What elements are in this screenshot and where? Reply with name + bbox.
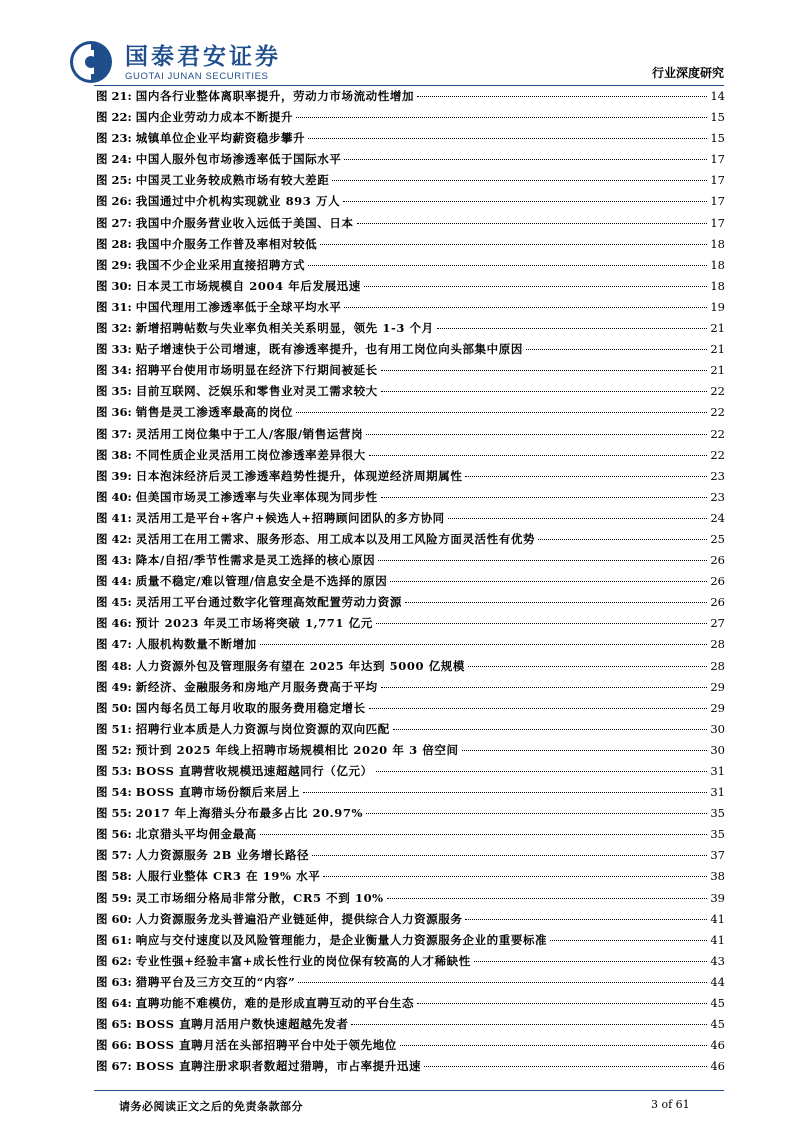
toc-figure-title: 招聘平台使用市场明显在经济下行期间被延长 xyxy=(135,363,378,378)
toc-figure-title: 灵工市场细分格局非常分散，CR5 不到 10% xyxy=(135,890,384,905)
toc-page-number: 23 xyxy=(710,468,725,483)
toc-page-number: 22 xyxy=(710,384,725,399)
page-header xyxy=(0,0,793,92)
toc-page-number: 17 xyxy=(710,194,725,209)
toc-page-number: 30 xyxy=(710,742,725,757)
toc-page-number: 41 xyxy=(710,932,725,947)
footer-disclaimer: 请务必阅读正文之后的免责条款部分 xyxy=(119,1100,303,1113)
toc-figure-title: BOSS 直聘月活在头部招聘平台中处于领先地位 xyxy=(135,1038,397,1053)
toc-figure-title: 灵活用工岗位集中于工人/客服/销售运营岗 xyxy=(135,426,364,441)
toc-entry[interactable] xyxy=(96,466,725,487)
toc-dot-leader xyxy=(344,159,707,160)
toc-entry[interactable] xyxy=(96,276,725,297)
toc-figure-title: 不同性质企业灵活用工岗位渗透率差异很大 xyxy=(135,447,366,462)
toc-figure-title: 灵活用工在用工需求、服务形态、用工成本以及用工风险方面灵活性有优势 xyxy=(135,531,536,546)
toc-figure-title: 新经济、金融服务和房地产月服务费高于平均 xyxy=(135,679,378,694)
toc-figure-label: 图 56: xyxy=(96,827,132,842)
toc-figure-label: 图 48: xyxy=(96,658,132,673)
toc-page-number: 29 xyxy=(710,679,725,694)
toc-figure-label: 图 42: xyxy=(96,531,132,546)
toc-entry[interactable] xyxy=(96,508,725,529)
toc-figure-title: 人服机构数量不断增加 xyxy=(135,637,257,652)
toc-dot-leader xyxy=(448,518,707,519)
toc-dot-leader xyxy=(260,644,707,645)
toc-page-number: 21 xyxy=(710,321,725,336)
toc-page-number: 24 xyxy=(710,510,725,525)
toc-page-number: 46 xyxy=(710,1038,725,1053)
toc-entry[interactable] xyxy=(96,993,725,1014)
toc-figure-title: 目前互联网、泛娱乐和零售业对灵工需求较大 xyxy=(135,384,378,399)
toc-entry[interactable] xyxy=(96,761,725,782)
toc-dot-leader xyxy=(465,476,707,477)
toc-entry[interactable] xyxy=(96,424,725,445)
toc-figure-title: 中国人服外包市场渗透率低于国际水平 xyxy=(135,152,342,167)
toc-figure-label: 图 43: xyxy=(96,553,132,568)
toc-entry[interactable] xyxy=(96,550,725,571)
toc-dot-leader xyxy=(381,391,707,392)
toc-figure-title: 中国灵工业务较成熟市场有较大差距 xyxy=(135,173,330,188)
toc-entry[interactable] xyxy=(96,86,725,107)
toc-figure-label: 图 41: xyxy=(96,510,132,525)
toc-figure-title: BOSS 直聘注册求职者数超过猎聘，市占率提升迅速 xyxy=(135,1059,422,1074)
toc-entry[interactable] xyxy=(96,149,725,170)
toc-figure-label: 图 49: xyxy=(96,679,132,694)
toc-figure-title: 人力资源服务 2B 业务增长路径 xyxy=(135,848,310,863)
toc-entry[interactable] xyxy=(96,381,725,402)
toc-figure-title: 预计到 2025 年线上招聘市场规模相比 2020 年 3 倍空间 xyxy=(135,742,459,757)
toc-entry[interactable] xyxy=(96,845,725,866)
toc-figure-label: 图 23: xyxy=(96,131,132,146)
toc-page-number: 37 xyxy=(710,848,725,863)
toc-entry[interactable] xyxy=(96,909,725,930)
toc-dot-leader xyxy=(332,180,707,181)
toc-entry[interactable] xyxy=(96,930,725,951)
report-type: 行业深度研究 xyxy=(651,66,724,80)
toc-figure-label: 图 64: xyxy=(96,996,132,1011)
toc-dot-leader xyxy=(405,602,707,603)
toc-figure-label: 图 47: xyxy=(96,637,132,652)
toc-figure-label: 图 31: xyxy=(96,299,132,314)
toc-figure-title: 我国中介服务营业收入远低于美国、日本 xyxy=(135,215,354,230)
figure-index-list xyxy=(96,86,725,1077)
toc-dot-leader xyxy=(417,96,707,97)
toc-entry[interactable] xyxy=(96,656,725,677)
toc-figure-title: BOSS 直聘营收规模迅速超越同行（亿元） xyxy=(135,764,373,778)
toc-figure-label: 图 52: xyxy=(96,742,132,757)
toc-figure-label: 图 53: xyxy=(96,764,132,778)
toc-page-number: 17 xyxy=(710,152,725,167)
guotai-junan-logo-icon xyxy=(69,40,113,84)
toc-dot-leader xyxy=(343,201,707,202)
toc-dot-leader xyxy=(538,539,707,540)
brand-name-en: GUOTAI JUNAN SECURITIES xyxy=(125,71,269,82)
toc-page-number: 27 xyxy=(710,616,725,631)
toc-page-number: 43 xyxy=(710,953,725,968)
toc-entry[interactable] xyxy=(96,213,725,234)
toc-figure-title: BOSS 直聘市场份额后来居上 xyxy=(135,785,301,800)
toc-page-number: 15 xyxy=(710,110,725,125)
toc-figure-title: 质量不稳定/难以管理/信息安全是不选择的原因 xyxy=(135,574,388,589)
toc-dot-leader xyxy=(381,497,707,498)
toc-figure-label: 图 30: xyxy=(96,278,132,293)
toc-figure-label: 图 54: xyxy=(96,785,132,800)
toc-page-number: 31 xyxy=(710,785,725,800)
toc-entry[interactable] xyxy=(96,592,725,613)
toc-page-number: 19 xyxy=(710,299,725,314)
toc-figure-title: 但美国市场灵工渗透率与失业率体现为同步性 xyxy=(135,489,378,504)
toc-entry[interactable] xyxy=(96,951,725,972)
toc-dot-leader xyxy=(364,286,707,287)
toc-figure-title: 国内每名员工每月收取的服务费用稳定增长 xyxy=(135,700,366,715)
toc-entry[interactable] xyxy=(96,360,725,381)
toc-figure-title: 人力资源服务龙头普遍沿产业链延伸，提供综合人力资源服务 xyxy=(135,911,463,926)
toc-entry[interactable] xyxy=(96,255,725,276)
toc-figure-label: 图 50: xyxy=(96,700,132,715)
toc-figure-title: 销售是灵工渗透率最高的岗位 xyxy=(135,405,294,420)
toc-figure-label: 图 28: xyxy=(96,236,132,251)
toc-dot-leader xyxy=(344,307,707,308)
toc-figure-label: 图 33: xyxy=(96,342,132,357)
toc-figure-title: 直聘功能不难模仿，难的是形成直聘互动的平台生态 xyxy=(135,996,415,1011)
toc-entry[interactable] xyxy=(96,170,725,191)
toc-figure-label: 图 45: xyxy=(96,595,132,610)
toc-figure-title: 日本泡沫经济后灵工渗透率趋势性提升，体现逆经济周期属性 xyxy=(135,468,463,483)
toc-figure-label: 图 29: xyxy=(96,257,132,272)
toc-entry[interactable] xyxy=(96,888,725,909)
toc-figure-label: 图 63: xyxy=(96,974,132,989)
toc-dot-leader xyxy=(462,750,707,751)
footer-divider xyxy=(94,1090,724,1091)
toc-figure-title: 城镇单位企业平均薪资稳步攀升 xyxy=(135,131,306,146)
toc-dot-leader xyxy=(417,1003,707,1004)
toc-figure-label: 图 65: xyxy=(96,1017,132,1032)
toc-page-number: 44 xyxy=(710,974,725,989)
toc-entry[interactable] xyxy=(96,487,725,508)
toc-figure-title: 灵活用工是平台+客户+候选人+招聘顾问团队的多方协同 xyxy=(135,510,445,525)
toc-entry[interactable] xyxy=(96,571,725,592)
brand xyxy=(125,44,281,82)
toc-page-number: 22 xyxy=(710,426,725,441)
toc-page-number: 26 xyxy=(710,595,725,610)
toc-page-number: 26 xyxy=(710,574,725,589)
toc-figure-title: 中国代理用工渗透率低于全球平均水平 xyxy=(135,299,342,314)
toc-dot-leader xyxy=(381,370,707,371)
page-indicator: 3 of 61 xyxy=(651,1098,690,1111)
toc-entry[interactable] xyxy=(96,719,725,740)
toc-page-number: 30 xyxy=(710,721,725,736)
toc-dot-leader xyxy=(366,813,707,814)
toc-entry[interactable] xyxy=(96,613,725,634)
toc-figure-label: 图 67: xyxy=(96,1059,132,1074)
toc-dot-leader xyxy=(376,771,707,772)
toc-figure-title: 贴子增速快于公司增速，既有渗透率提升，也有用工岗位向头部集中原因 xyxy=(135,342,523,357)
toc-page-number: 14 xyxy=(710,89,725,103)
toc-figure-title: 新增招聘帖数与失业率负相关关系明显，领先 1-3 个月 xyxy=(135,321,434,336)
toc-figure-title: 响应与交付速度以及风险管理能力，是企业衡量人力资源服务企业的重要标准 xyxy=(135,932,548,947)
toc-dot-leader xyxy=(424,1066,707,1067)
toc-dot-leader xyxy=(369,455,707,456)
toc-entry[interactable] xyxy=(96,824,725,845)
toc-figure-title: 我国通过中介机构实现就业 893 万人 xyxy=(135,194,341,209)
toc-page-number: 28 xyxy=(710,658,725,673)
toc-entry[interactable] xyxy=(96,234,725,255)
toc-figure-title: 国内企业劳动力成本不断提升 xyxy=(135,110,294,125)
brand-name-cn: 国泰君安证券 xyxy=(125,44,281,70)
toc-page-number: 39 xyxy=(710,890,725,905)
toc-figure-title: 我国中介服务工作普及率相对较低 xyxy=(135,236,318,251)
toc-figure-label: 图 34: xyxy=(96,363,132,378)
toc-figure-label: 图 44: xyxy=(96,574,132,589)
toc-page-number: 15 xyxy=(710,131,725,146)
toc-entry[interactable] xyxy=(96,1035,725,1056)
toc-page-number: 17 xyxy=(710,215,725,230)
toc-figure-label: 图 60: xyxy=(96,911,132,926)
toc-page-number: 41 xyxy=(710,911,725,926)
toc-dot-leader xyxy=(323,876,707,877)
toc-figure-label: 图 51: xyxy=(96,721,132,736)
toc-entry[interactable] xyxy=(96,972,725,993)
toc-page-number: 29 xyxy=(710,700,725,715)
toc-dot-leader xyxy=(320,244,707,245)
toc-figure-title: 专业性强+经验丰富+成长性行业的岗位保有较高的人才稀缺性 xyxy=(135,953,471,968)
toc-page-number: 21 xyxy=(710,342,725,357)
toc-figure-label: 图 32: xyxy=(96,321,132,336)
toc-entry[interactable] xyxy=(96,782,725,803)
toc-figure-title: BOSS 直聘月活用户数快速超越先发者 xyxy=(135,1017,349,1032)
toc-dot-leader xyxy=(550,940,707,941)
toc-figure-label: 图 36: xyxy=(96,405,132,420)
toc-page-number: 26 xyxy=(710,553,725,568)
toc-page-number: 45 xyxy=(710,996,725,1011)
toc-entry[interactable] xyxy=(96,191,725,212)
toc-figure-label: 图 57: xyxy=(96,848,132,863)
toc-figure-title: 人力资源外包及管理服务有望在 2025 年达到 5000 亿规模 xyxy=(135,658,465,673)
toc-entry[interactable] xyxy=(96,1056,725,1077)
toc-dot-leader xyxy=(296,412,707,413)
toc-figure-label: 图 62: xyxy=(96,953,132,968)
toc-page-number: 18 xyxy=(710,236,725,251)
toc-figure-label: 图 46: xyxy=(96,616,132,631)
toc-figure-label: 图 38: xyxy=(96,447,132,462)
toc-figure-title: 降本/自招/季节性需求是灵工选择的核心原因 xyxy=(135,553,376,568)
toc-dot-leader xyxy=(468,666,707,667)
toc-dot-leader xyxy=(474,961,707,962)
toc-dot-leader xyxy=(312,855,707,856)
toc-entry[interactable] xyxy=(96,445,725,466)
toc-page-number: 31 xyxy=(710,764,725,778)
toc-figure-title: 猎聘平台及三方交互的“内容” xyxy=(135,974,296,989)
toc-entry[interactable] xyxy=(96,128,725,149)
toc-entry[interactable] xyxy=(96,677,725,698)
toc-entry[interactable] xyxy=(96,740,725,761)
toc-figure-label: 图 21: xyxy=(96,89,132,103)
toc-figure-label: 图 58: xyxy=(96,869,132,884)
toc-figure-title: 国内各行业整体离职率提升，劳动力市场流动性增加 xyxy=(135,89,415,103)
toc-figure-title: 预计 2023 年灵工市场将突破 1,771 亿元 xyxy=(135,616,373,631)
toc-figure-label: 图 35: xyxy=(96,384,132,399)
toc-entry[interactable] xyxy=(96,866,725,887)
toc-page-number: 35 xyxy=(710,806,725,821)
toc-page-number: 22 xyxy=(710,447,725,462)
toc-figure-title: 2017 年上海猎头分布最多占比 20.97% xyxy=(135,806,364,821)
toc-figure-label: 图 24: xyxy=(96,152,132,167)
toc-dot-leader xyxy=(390,581,707,582)
toc-dot-leader xyxy=(303,792,707,793)
toc-page-number: 38 xyxy=(710,869,725,884)
toc-figure-label: 图 25: xyxy=(96,173,132,188)
toc-figure-label: 图 22: xyxy=(96,110,132,125)
toc-figure-label: 图 55: xyxy=(96,806,132,821)
toc-dot-leader xyxy=(381,687,707,688)
toc-figure-label: 图 27: xyxy=(96,215,132,230)
toc-figure-label: 图 26: xyxy=(96,194,132,209)
toc-figure-title: 招聘行业本质是人力资源与岗位资源的双向匹配 xyxy=(135,721,390,736)
toc-dot-leader xyxy=(298,982,707,983)
toc-figure-label: 图 61: xyxy=(96,932,132,947)
toc-dot-leader xyxy=(376,623,707,624)
toc-dot-leader xyxy=(387,898,707,899)
toc-entry[interactable] xyxy=(96,698,725,719)
toc-figure-label: 图 59: xyxy=(96,890,132,905)
toc-page-number: 28 xyxy=(710,637,725,652)
toc-dot-leader xyxy=(400,1045,707,1046)
toc-page-number: 22 xyxy=(710,405,725,420)
toc-figure-title: 日本灵工市场规模自 2004 年后发展迅速 xyxy=(135,278,361,293)
toc-entry[interactable] xyxy=(96,1014,725,1035)
toc-figure-title: 我国不少企业采用直接招聘方式 xyxy=(135,257,306,272)
toc-dot-leader xyxy=(308,138,707,139)
toc-page-number: 25 xyxy=(710,531,725,546)
toc-page-number: 18 xyxy=(710,278,725,293)
toc-page-number: 17 xyxy=(710,173,725,188)
toc-page-number: 45 xyxy=(710,1017,725,1032)
toc-dot-leader xyxy=(526,349,707,350)
toc-page-number: 46 xyxy=(710,1059,725,1074)
toc-entry[interactable] xyxy=(96,318,725,339)
toc-entry[interactable] xyxy=(96,803,725,824)
toc-figure-title: 北京猎头平均佣金最高 xyxy=(135,827,257,842)
toc-entry[interactable] xyxy=(96,634,725,655)
toc-figure-title: 灵活用工平台通过数字化管理高效配置劳动力资源 xyxy=(135,595,402,610)
toc-figure-label: 图 39: xyxy=(96,468,132,483)
toc-dot-leader xyxy=(351,1024,707,1025)
toc-dot-leader xyxy=(357,223,707,224)
toc-figure-label: 图 40: xyxy=(96,489,132,504)
toc-figure-label: 图 37: xyxy=(96,426,132,441)
toc-dot-leader xyxy=(366,434,707,435)
toc-page-number: 23 xyxy=(710,489,725,504)
toc-page-number: 21 xyxy=(710,363,725,378)
toc-entry[interactable] xyxy=(96,529,725,550)
toc-figure-title: 人服行业整体 CR3 在 19% 水平 xyxy=(135,869,321,884)
toc-dot-leader xyxy=(260,834,707,835)
toc-page-number: 18 xyxy=(710,257,725,272)
toc-entry[interactable] xyxy=(96,402,725,423)
toc-entry[interactable] xyxy=(96,107,725,128)
toc-dot-leader xyxy=(393,729,707,730)
toc-dot-leader xyxy=(369,708,707,709)
toc-page-number: 35 xyxy=(710,827,725,842)
toc-figure-label: 图 66: xyxy=(96,1038,132,1053)
toc-dot-leader xyxy=(296,117,707,118)
toc-dot-leader xyxy=(465,919,707,920)
toc-dot-leader xyxy=(378,560,707,561)
toc-entry[interactable] xyxy=(96,339,725,360)
toc-dot-leader xyxy=(308,265,707,266)
toc-entry[interactable] xyxy=(96,297,725,318)
toc-dot-leader xyxy=(437,328,707,329)
